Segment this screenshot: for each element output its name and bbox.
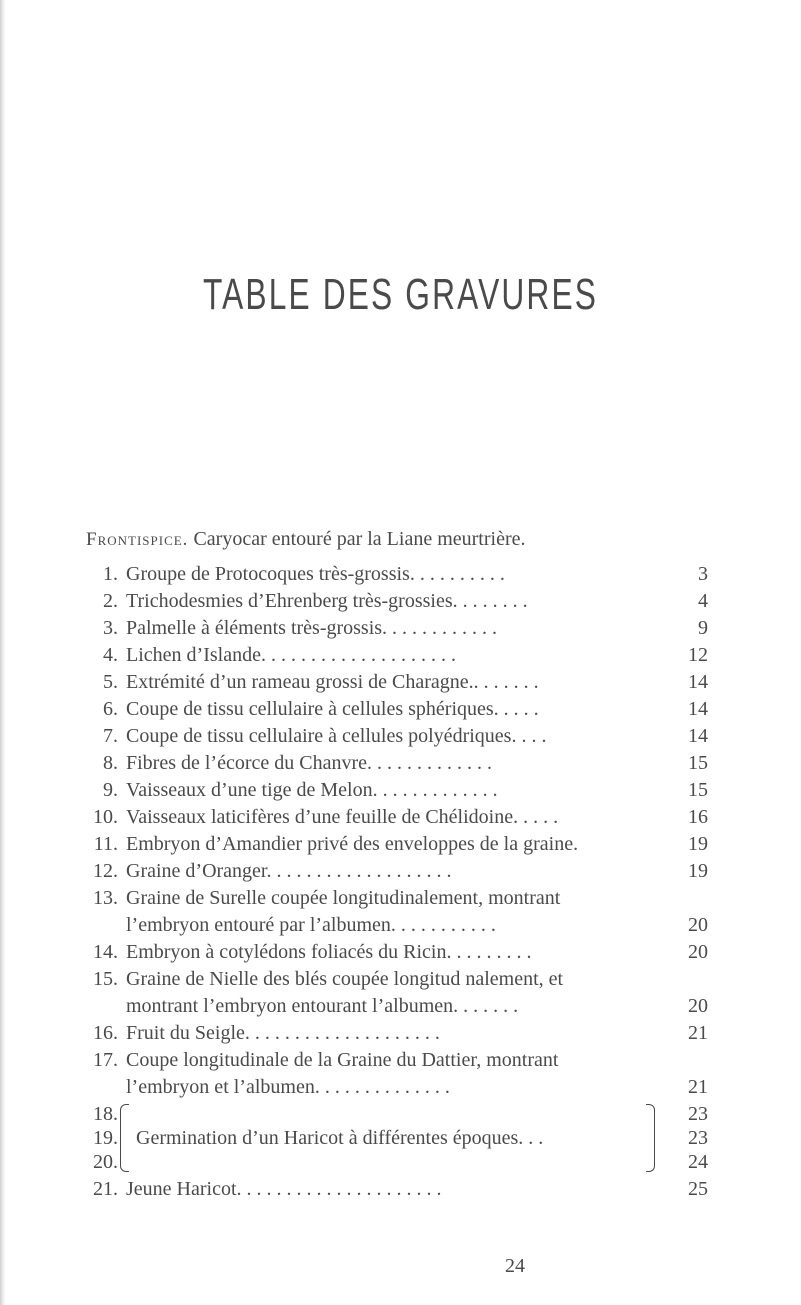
entry-number: 12. (93, 860, 118, 882)
continuation-text: l’embryon entouré par l’albumen. . . . . . . . . . . (126, 914, 496, 936)
entry-title: Palmelle à éléments très-grossis. . . . . . . . . . . . (126, 617, 498, 639)
entry-page: 23 (688, 1127, 708, 1149)
entry-page: 21 (688, 1076, 708, 1098)
entry-title: Coupe de tissu cellulaire à cellules sphériques. . . . . (126, 698, 539, 720)
entry-page: 20 (688, 941, 708, 963)
entry-page: 24 (688, 1151, 708, 1173)
entry-number: 8. (103, 752, 118, 774)
entry-number: 3. (103, 617, 118, 639)
entry-number: 9. (103, 779, 118, 801)
entry-page: 21 (688, 1022, 708, 1044)
toc-entry-continuation (126, 913, 708, 937)
entry-number: 13. (93, 887, 118, 909)
entry-title: Vaisseaux laticifères d’une feuille de Chélidoine. . . . . (126, 806, 559, 828)
entry-title: Coupe longitudinale de la Graine du Dattier, montrant (126, 1049, 559, 1071)
entry-page: 15 (688, 779, 708, 801)
entry-title: Coupe de tissu cellulaire à cellules polyédriques. . . . (126, 725, 547, 747)
entry-title: Vaisseaux d’une tige de Melon. . . . . . . . . . . . . (126, 779, 498, 801)
entry-number: 5. (103, 671, 118, 693)
entry-title: Germination d’un Haricot à différentes époques. . . (136, 1127, 544, 1149)
frontispiece-entry (86, 528, 525, 551)
entry-number: 2. (103, 590, 118, 612)
entry-number: 14. (93, 941, 118, 963)
frontispiece-label: Frontispice. (86, 529, 189, 550)
entry-page: 19 (688, 833, 708, 855)
right-brace (646, 1104, 655, 1172)
entry-page: 14 (688, 671, 708, 693)
entry-page: 25 (688, 1178, 708, 1200)
toc-entry-continuation (126, 994, 708, 1018)
toc-entry-continuation (126, 1075, 708, 1099)
entry-title: Fibres de l’écorce du Chanvre. . . . . . . . . . . . . (126, 752, 493, 774)
entry-page: 14 (688, 725, 708, 747)
entry-page: 19 (688, 860, 708, 882)
entry-page: 9 (698, 617, 708, 639)
entry-title: Graine d’Oranger. . . . . . . . . . . . . . . . . . . (126, 860, 452, 882)
entry-page: 12 (688, 644, 708, 666)
entry-title: Graine de Surelle coupée longitudinalement, montrant (126, 887, 561, 909)
entry-page: 20 (688, 914, 708, 936)
entry-number: 11. (93, 833, 118, 855)
entry-page: 4 (698, 590, 708, 612)
entry-page: 16 (688, 806, 708, 828)
left-brace (120, 1104, 129, 1172)
entry-number: 4. (103, 644, 118, 666)
continuation-text: montrant l’embryon entourant l’albumen. . . . . . . (126, 995, 519, 1017)
entry-number: 17. (93, 1049, 118, 1071)
entry-number: 7. (103, 725, 118, 747)
entry-title: Trichodesmies d’Ehrenberg très-grossies. . . . . . . . (126, 590, 528, 612)
page-title: TABLE DES GRAVURES (202, 270, 599, 319)
signature-mark: 24 (505, 1255, 525, 1277)
entry-page: 14 (688, 698, 708, 720)
entry-page: 23 (688, 1103, 708, 1125)
entry-page: 3 (698, 563, 708, 585)
entry-title: Jeune Haricot. . . . . . . . . . . . . . . . . . . . . (126, 1178, 442, 1200)
entry-title: Fruit du Seigle. . . . . . . . . . . . . . . . . . . . (126, 1022, 440, 1044)
entry-title: Embryon à cotylédons foliacés du Ricin. . . . . . . . . (126, 941, 532, 963)
entry-number: 6. (103, 698, 118, 720)
entry-number: 18. (93, 1103, 118, 1125)
entry-number: 15. (93, 968, 118, 990)
entry-page: 15 (688, 752, 708, 774)
entry-title: Graine de Nielle des blés coupée longitud nalement, et (126, 968, 564, 990)
entry-number: 20. (93, 1151, 118, 1173)
frontispiece-text: Caryocar entouré par la Liane meurtrière. (193, 528, 526, 550)
continuation-text: l’embryon et l’albumen. . . . . . . . . . . . . . (126, 1076, 450, 1098)
entry-number: 10. (93, 806, 118, 828)
entry-title: Embryon d’Amandier privé des enveloppes de la graine. (126, 833, 579, 855)
entry-title: Lichen d’Islande. . . . . . . . . . . . . . . . . . . . (126, 644, 456, 666)
entry-number: 21. (93, 1178, 118, 1200)
entry-number: 16. (93, 1022, 118, 1044)
entry-title: Extrémité d’un rameau grossi de Charagne.. . . . . . . (126, 671, 539, 693)
page-edge-shadow (0, 0, 6, 1305)
entry-number: 19. (93, 1127, 118, 1149)
entry-page: 20 (688, 995, 708, 1017)
entry-title: Groupe de Protocoques très-grossis. . . . . . . . . . (126, 563, 505, 585)
entry-number: 1. (103, 563, 118, 585)
